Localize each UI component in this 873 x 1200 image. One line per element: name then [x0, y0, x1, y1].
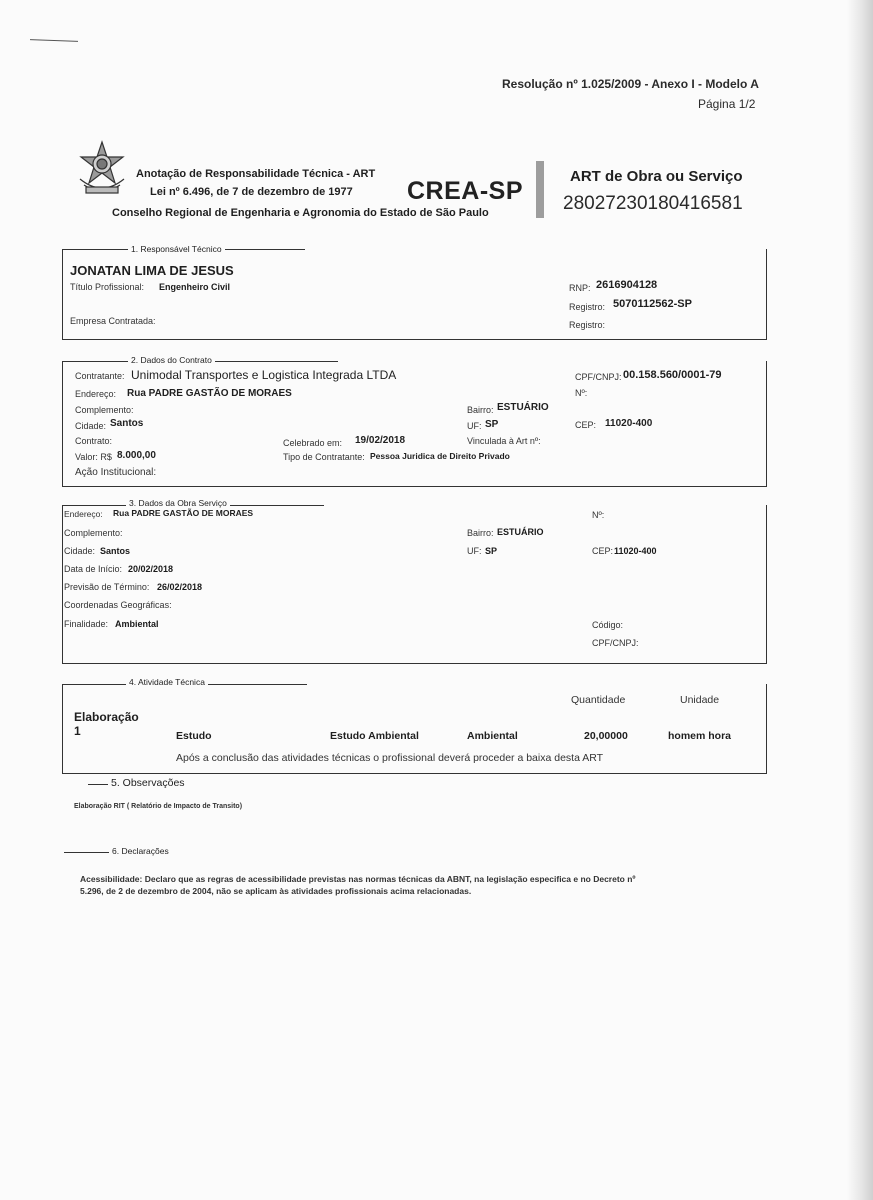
- rnp-label: RNP:: [569, 283, 591, 293]
- section6-title: 6. Declarações: [112, 846, 169, 856]
- obra-complemento-label: Complemento:: [64, 528, 123, 538]
- obra-cep-label: CEP:: [592, 546, 614, 556]
- activity-item-number: 1: [74, 724, 81, 738]
- obra-cpf-label: CPF/CNPJ:: [592, 638, 639, 648]
- cep-value: 11020-400: [605, 418, 653, 429]
- page-number: Página 1/2: [698, 97, 756, 111]
- art-type: ART de Obra ou Serviço: [570, 168, 743, 185]
- contratante-label: Contratante:: [75, 371, 125, 381]
- termino-label: Previsão de Término:: [64, 582, 150, 592]
- acao-label: Ação Institucional:: [75, 467, 157, 478]
- contratante-value: Unimodal Transportes e Logistica Integrada LTDA: [131, 368, 397, 382]
- cep-label: CEP:: [575, 420, 597, 430]
- bairro-value: ESTUÁRIO: [497, 402, 549, 413]
- header-divider: [536, 161, 544, 218]
- unidade-header: Unidade: [680, 694, 720, 706]
- termino-value: 26/02/2018: [157, 582, 203, 592]
- tipo-label: Tipo de Contratante:: [283, 452, 365, 462]
- uf-label: UF:: [467, 421, 482, 431]
- activity-name: Elaboração: [74, 710, 139, 724]
- responsible-name: JONATAN LIMA DE JESUS: [70, 263, 234, 278]
- quantidade-header: Quantidade: [571, 694, 626, 706]
- obra-bairro-label: Bairro:: [467, 528, 494, 538]
- obra-numero-label: Nº:: [592, 510, 605, 520]
- section3-title: 3. Dados da Obra Serviço: [126, 498, 230, 508]
- endereco-label: Endereço:: [75, 389, 117, 399]
- obra-endereco-label: Endereço:: [64, 509, 103, 519]
- obra-uf-value: SP: [485, 546, 498, 556]
- registro-value: 5070112562-SP: [613, 298, 692, 310]
- obra-cidade-value: Santos: [100, 546, 131, 556]
- tipo-value: Pessoa Juridica de Direito Privado: [370, 451, 510, 461]
- finalidade-label: Finalidade:: [64, 619, 109, 629]
- cpf-label: CPF/CNPJ:: [575, 372, 622, 382]
- law-text: Lei nº 6.496, de 7 de dezembro de 1977: [150, 186, 353, 198]
- obra-endereco-value: Rua PADRE GASTÃO DE MORAES: [113, 508, 254, 518]
- titulo-value: Engenheiro Civil: [159, 282, 231, 292]
- section2-title: 2. Dados do Contrato: [128, 355, 215, 365]
- activity-quantity: 20,00000: [584, 730, 628, 742]
- cidade-label: Cidade:: [75, 421, 107, 431]
- obra-uf-label: UF:: [467, 546, 482, 556]
- endereco-value: Rua PADRE GASTÃO DE MORAES: [127, 388, 292, 399]
- celebrado-label: Celebrado em:: [283, 438, 343, 448]
- inicio-label: Data de Início:: [64, 564, 123, 574]
- cpf-value: 00.158.560/0001-79: [623, 369, 722, 381]
- section6-rule: [64, 852, 109, 853]
- obra-cep-value: 11020-400: [614, 546, 657, 556]
- empresa-label: Empresa Contratada:: [70, 316, 156, 326]
- bairro-label: Bairro:: [467, 405, 494, 415]
- registro-label: Registro:: [569, 302, 606, 312]
- celebrado-value: 19/02/2018: [355, 435, 406, 446]
- numero-label: Nº:: [575, 388, 588, 398]
- section1-title: 1. Responsável Técnico: [128, 244, 225, 254]
- section4-title: 4. Atividade Técnica: [126, 677, 208, 687]
- activity-unit: homem hora: [668, 730, 732, 742]
- activity-note: Após a conclusão das atividades técnicas o profissional deverá proceder a baixa desta ART: [176, 752, 604, 764]
- council-name: Conselho Regional de Engenharia e Agronomia do Estado de São Paulo: [112, 207, 489, 219]
- brazil-coat-of-arms-icon: [74, 139, 130, 197]
- resolution-text: Resolução nº 1.025/2009 - Anexo I - Modelo A: [502, 77, 759, 91]
- valor-value: 8.000,00: [117, 450, 156, 461]
- activity-col3: Ambiental: [467, 730, 518, 742]
- complemento-label: Complemento:: [75, 405, 134, 415]
- activity-col1: Estudo: [176, 730, 212, 742]
- cidade-value: Santos: [110, 418, 144, 429]
- finalidade-value: Ambiental: [115, 619, 159, 629]
- coordenadas-label: Coordenadas Geográficas:: [64, 600, 172, 610]
- contrato-label: Contrato:: [75, 436, 113, 446]
- codigo-label: Código:: [592, 620, 624, 630]
- obra-cidade-label: Cidade:: [64, 546, 96, 556]
- valor-label: Valor: R$: [75, 452, 112, 462]
- obra-bairro-value: ESTUÁRIO: [497, 527, 544, 537]
- observacoes-text: Elaboração RIT ( Relatório de Impacto de Transito): [74, 803, 243, 810]
- registro2-label: Registro:: [569, 320, 606, 330]
- activity-col2: Estudo Ambiental: [330, 730, 419, 742]
- art-title: Anotação de Responsabilidade Técnica - ART: [136, 168, 376, 180]
- rnp-value: 2616904128: [596, 279, 658, 291]
- scan-mark: [30, 39, 78, 42]
- uf-value: SP: [485, 419, 499, 430]
- crea-logo-text: CREA-SP: [407, 177, 524, 205]
- section5-title: 5. Observações: [111, 777, 185, 789]
- titulo-label: Título Profissional:: [70, 282, 145, 292]
- vinculada-label: Vinculada à Art nº:: [467, 436, 541, 446]
- art-number: 28027230180416581: [563, 193, 743, 214]
- declaracoes-line1: Acessibilidade: Declaro que as regras de acessibilidade previstas nas normas técnicas da ABNT, na legislação especifica e no Decreto nº: [80, 874, 636, 884]
- declaracoes-line2: 5.296, de 2 de dezembro de 2004, não se aplicam às atividades profissionais acima relacionadas.: [80, 886, 472, 896]
- scan-page-edge: [847, 0, 873, 1200]
- section5-rule: [88, 784, 108, 785]
- inicio-value: 20/02/2018: [128, 564, 174, 574]
